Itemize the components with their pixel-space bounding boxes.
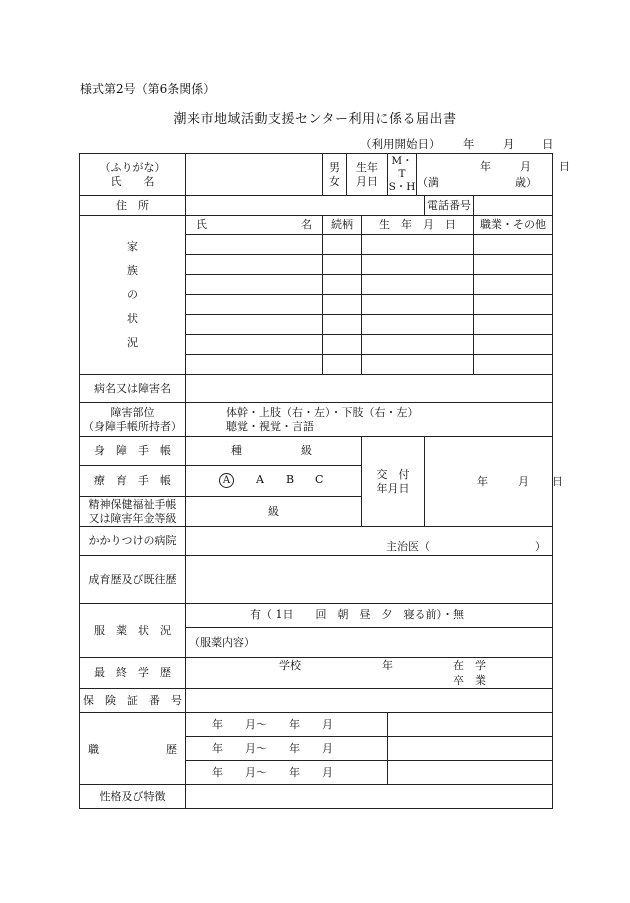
- disability-part-line-1[interactable]: 体幹・上肢（右・左）・下肢（右・左）: [226, 405, 419, 419]
- era-options-1[interactable]: M・T: [391, 154, 413, 180]
- physical-type-label: 種: [231, 444, 242, 457]
- career-period-field[interactable]: 年 月～ 年 月: [186, 761, 388, 785]
- career-period-field[interactable]: 年 月～ 年 月: [186, 713, 388, 737]
- career-detail-field[interactable]: [388, 761, 553, 785]
- family-header-row: [80, 216, 553, 235]
- rehab-grade-options[interactable]: [186, 466, 362, 497]
- family-label-3: の: [127, 288, 138, 301]
- family-birth-field[interactable]: [362, 295, 474, 315]
- doctor-close: ）: [535, 540, 547, 553]
- address-field[interactable]: [186, 196, 425, 216]
- family-birth-field[interactable]: [362, 235, 474, 255]
- name-field[interactable]: [186, 154, 323, 196]
- family-job-field[interactable]: [474, 355, 553, 375]
- family-col-name: [186, 216, 323, 235]
- career-label-2: 歴: [166, 743, 177, 756]
- physical-handbook-field[interactable]: [186, 437, 362, 466]
- family-birth-field[interactable]: [362, 315, 474, 335]
- mental-grade-field[interactable]: 級: [186, 497, 362, 527]
- family-job-field[interactable]: [474, 235, 553, 255]
- career-detail-field[interactable]: [388, 737, 553, 761]
- issue-label-2: 年月日: [376, 481, 410, 495]
- male-option[interactable]: 男: [329, 160, 340, 174]
- rehab-grade-c[interactable]: C: [315, 473, 324, 486]
- family-birth-field[interactable]: [362, 355, 474, 375]
- family-label-1: 家: [127, 240, 138, 253]
- disability-part-label-cell: [80, 403, 186, 437]
- rehab-grade-b[interactable]: B: [286, 473, 295, 486]
- issue-date-label-cell: [362, 437, 425, 527]
- career-label-1: 職: [88, 743, 99, 756]
- family-relation-field[interactable]: [323, 295, 362, 315]
- history-row: [80, 556, 553, 604]
- disease-row: [80, 375, 553, 403]
- era-options-2[interactable]: S・H: [388, 181, 416, 194]
- birth-label-cell: [347, 154, 388, 196]
- education-row: [80, 658, 553, 689]
- medication-content-field[interactable]: [186, 628, 553, 658]
- start-month-label: 月: [503, 137, 515, 151]
- family-col-relation: 続柄: [323, 216, 362, 235]
- document-title: 潮来市地域活動支援センター利用に係る届出書: [173, 112, 457, 127]
- family-birth-field[interactable]: [362, 335, 474, 355]
- family-col-name-1: 氏: [196, 218, 207, 231]
- application-form-table: [79, 153, 570, 809]
- form-style-number: 様式第2号（第6条関係）: [80, 82, 216, 96]
- disease-label: 病名又は障害名: [80, 375, 186, 403]
- birth-label-2: 月日: [356, 174, 378, 188]
- insurance-label: 保 険 証 番 号: [80, 689, 186, 713]
- medication-row-1: [80, 604, 553, 628]
- address-label: 住 所: [80, 196, 186, 216]
- career-detail-field[interactable]: [388, 713, 553, 737]
- physical-grade-label: 級: [301, 444, 312, 457]
- history-label: 成育歴及び既往歴: [80, 556, 186, 604]
- birth-year-label: 年: [480, 160, 491, 173]
- family-birth-field[interactable]: [362, 275, 474, 295]
- family-relation-field[interactable]: [323, 355, 362, 375]
- issue-month-label: 月: [518, 475, 529, 488]
- disease-field[interactable]: [186, 375, 553, 403]
- rehab-handbook-label: 療 育 手 帳: [80, 466, 186, 497]
- education-year-label: 年: [382, 659, 393, 672]
- family-job-field[interactable]: [474, 255, 553, 275]
- medication-content-label: （服薬内容）: [189, 635, 255, 649]
- medication-usage-field[interactable]: [186, 604, 553, 628]
- family-relation-field[interactable]: [323, 335, 362, 355]
- family-relation-field[interactable]: [323, 275, 362, 295]
- issue-date-field[interactable]: [425, 437, 563, 527]
- name-label: 氏 名: [110, 174, 155, 188]
- doctor-label: 主治医（: [386, 540, 430, 553]
- family-job-field[interactable]: [474, 275, 553, 295]
- phone-label: 電話番号: [425, 196, 474, 216]
- rehab-grade-a[interactable]: A: [256, 473, 264, 486]
- phone-field[interactable]: [474, 196, 553, 216]
- era-cell[interactable]: [388, 154, 417, 196]
- career-row: [80, 713, 553, 737]
- family-job-field[interactable]: [474, 335, 553, 355]
- disability-part-options[interactable]: [186, 403, 553, 437]
- personality-row: [80, 785, 553, 809]
- disability-part-line-2[interactable]: 聴覚・視覚・言語: [226, 419, 314, 433]
- education-enrolled-option[interactable]: 在 学: [453, 659, 486, 672]
- birth-label-1: 生年: [356, 160, 378, 174]
- hospital-label: かかりつけの病院: [80, 527, 186, 556]
- disability-part-label: 障害部位: [110, 405, 155, 419]
- mental-handbook-label-2: 又は障害年金等級: [88, 511, 177, 525]
- name-row: [80, 154, 553, 196]
- start-date-label: （利用開始日）: [360, 137, 441, 151]
- disability-holder-label: （身障手帳所持者）: [83, 419, 182, 433]
- name-label-cell: [80, 154, 186, 196]
- career-period-field[interactable]: 年 月～ 年 月: [186, 737, 388, 761]
- family-label-4: 状: [127, 312, 138, 325]
- birth-day-label: 日: [559, 160, 570, 173]
- family-label-5: 況: [127, 336, 138, 349]
- family-relation-field[interactable]: [323, 315, 362, 335]
- family-name-field[interactable]: [186, 275, 323, 295]
- female-option[interactable]: 女: [329, 174, 340, 188]
- start-day-label: 日: [542, 137, 554, 151]
- family-name-field[interactable]: [186, 335, 323, 355]
- physical-handbook-row: [80, 437, 553, 466]
- family-name-field[interactable]: [186, 315, 323, 335]
- history-field[interactable]: [186, 556, 553, 604]
- personality-label: 性格及び特徴: [80, 785, 186, 809]
- personality-field[interactable]: [186, 785, 553, 809]
- mental-handbook-label-cell: [80, 497, 186, 527]
- physical-handbook-label: 身 障 手 帳: [80, 437, 186, 466]
- insurance-field[interactable]: [186, 689, 553, 713]
- insurance-row: [80, 689, 553, 713]
- medication-usage-text[interactable]: 有（ 1日 回 朝 昼 夕 寝る前）・無: [250, 608, 464, 621]
- family-name-field[interactable]: [186, 295, 323, 315]
- hospital-field[interactable]: [186, 527, 553, 556]
- birth-month-label: 月: [520, 160, 531, 173]
- education-label: 最 終 学 歴: [80, 658, 186, 689]
- family-name-field[interactable]: [186, 235, 323, 255]
- family-col-name-2: 名: [301, 218, 312, 231]
- family-col-birth: 生 年 月 日: [362, 216, 474, 235]
- education-field[interactable]: [186, 658, 553, 689]
- sex-cell[interactable]: [323, 154, 347, 196]
- family-name-field[interactable]: [186, 355, 323, 375]
- education-graduated-option[interactable]: 卒 業: [453, 674, 486, 687]
- family-name-field[interactable]: [186, 255, 323, 275]
- education-school-label: 学校: [279, 659, 301, 672]
- start-year-label: 年: [463, 137, 475, 151]
- medication-label: 服 薬 状 況: [80, 604, 186, 658]
- issue-day-label: 日: [552, 475, 563, 488]
- family-label-cell: [80, 216, 186, 375]
- issue-year-label: 年: [477, 475, 488, 488]
- family-job-field[interactable]: [474, 315, 553, 335]
- hospital-row: [80, 527, 553, 556]
- disability-part-row: [80, 403, 553, 437]
- rehab-grade-a-circled[interactable]: A: [219, 473, 234, 488]
- furigana-label: （ふりがな）: [99, 160, 166, 174]
- career-label-cell: [80, 713, 186, 785]
- family-relation-field[interactable]: [323, 255, 362, 275]
- address-row: [80, 196, 553, 216]
- age-open-label: （満: [417, 176, 439, 189]
- family-col-job: 職業・その他: [474, 216, 553, 235]
- family-job-field[interactable]: [474, 295, 553, 315]
- issue-label-1: 交 付: [376, 467, 410, 481]
- family-birth-field[interactable]: [362, 255, 474, 275]
- mental-handbook-label-1: 精神保健福祉手帳: [88, 497, 177, 511]
- family-label-2: 族: [127, 264, 138, 277]
- birthdate-field[interactable]: [417, 154, 570, 196]
- family-relation-field[interactable]: [323, 235, 362, 255]
- age-close-label: 歳）: [515, 176, 537, 189]
